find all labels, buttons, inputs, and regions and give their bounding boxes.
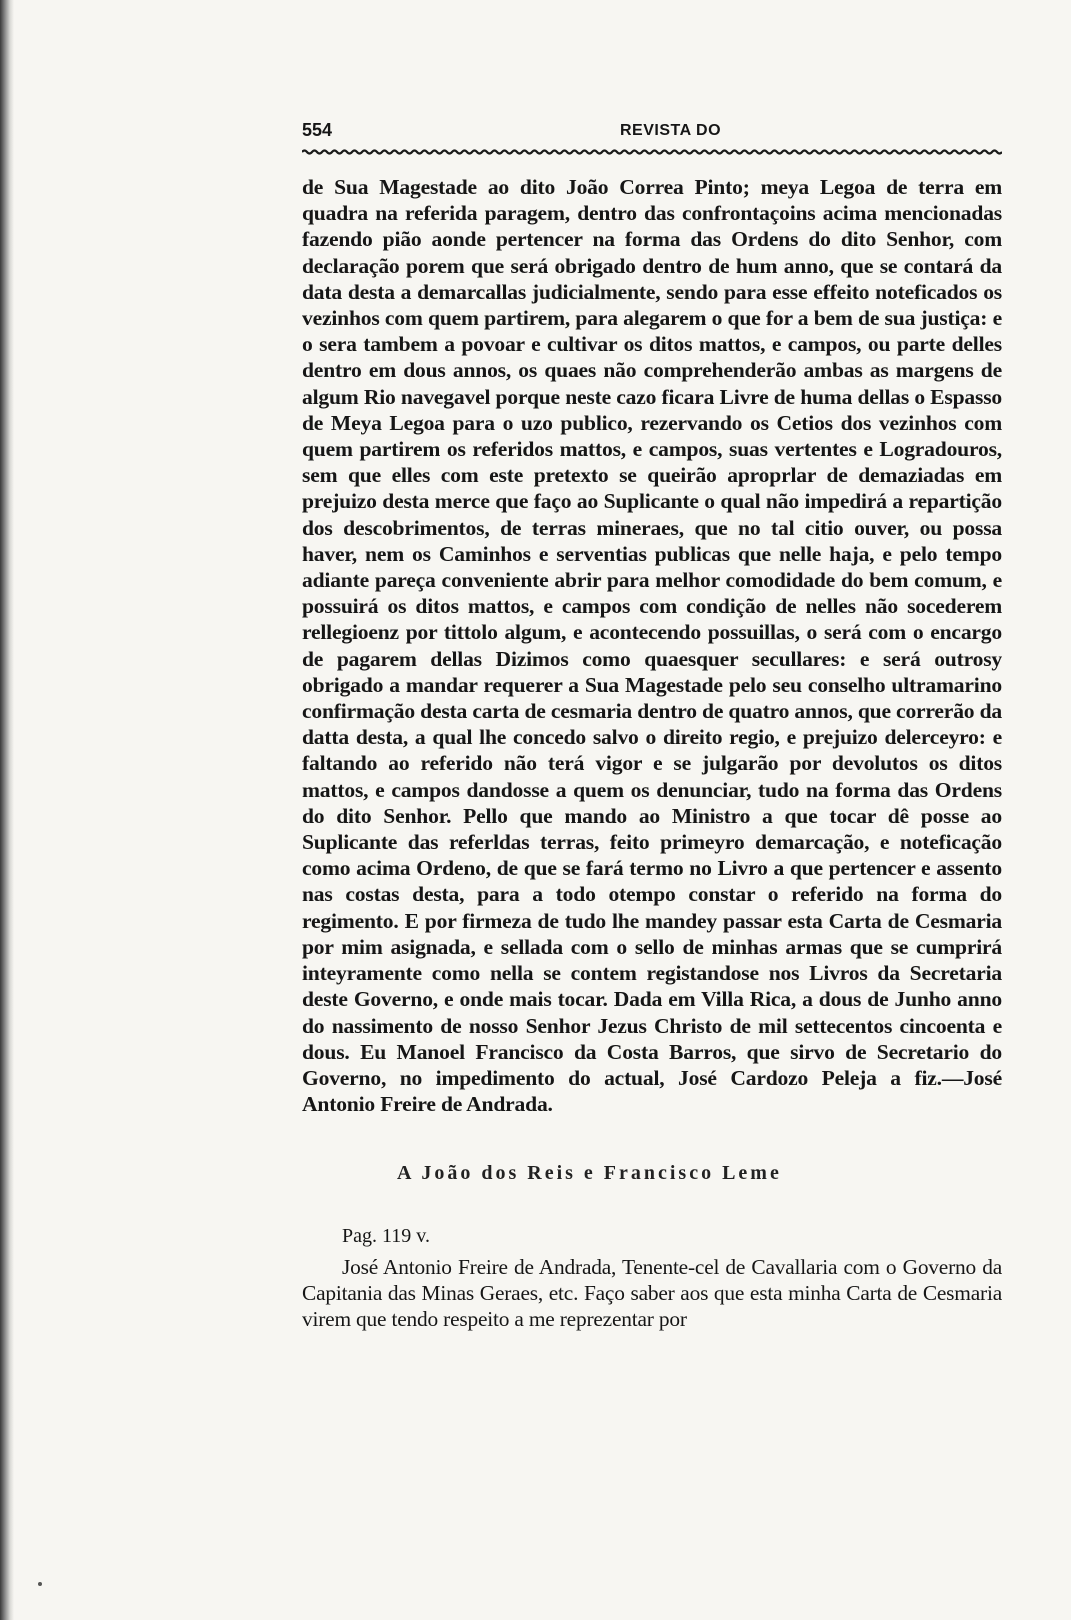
main-paragraph: de Sua Magestade ao dito João Correa Pinto; meya Legoa de terra em quadra na referida paragem, dentro das confrontaçoins acima mencionadas fazendo pião aonde pertencer na forma das Ordens do dito Senhor, com declaração porem que será obrigado dentro de hum anno, que se contará da data desta a demarcallas judicialmente, sendo para esse effeito noteficados os vezinhos com quem partirem, para alegarem o que for a bem de sua justiça: e o sera tambem a povoar e cultivar os ditos mattos, e campos, ou parte delles dentro em dous annos, os quaes não comprehenderão ambas as margens de algum Rio navegavel porque neste cazo ficara Livre de huma dellas o Espasso de Meya Legoa para o uzo publico, rezervando os Cetios dos vezinhos com quem partirem os referidos mattos, e campos, suas vertentes e Logradouros, sem que elles com este pretexto se queirão aproprlar de demaziadas em prejuizo desta merce que faço ao Suplicante o qual não impedirá a repartição dos descobrimentos, de terras mineraes, que no tal citio ouver, ou possa haver, nem os Caminhos e serventias publicas que nelle haja, e pelo tempo adiante pareça conveniente abrir para melhor comodidade do bem comum, e possuirá os ditos mattos, e campos com condição de nelles não socederem rellegioenz por tittolo algum, e acontecendo possuillas, o será com o encargo de pagarem dellas Dizimos como quaesquer secullares: e será outrosy obrigado a mandar requerer a Sua Magestade pelo seu conselho ultramarino confirmação desta carta de cesmaria dentro de quatro annos, que correrão da datta desta, a qual lhe concedo salvo o direito regio, e prejuizo delerceyro: e faltando ao referido não terá vigor e se julgarão por devolutos os ditos mattos, e campos dandosse a quem os denunciar, tudo na forma das Ordens do dito Senhor. Pello que mando ao Ministro a que tocar dê posse ao Suplicante das referldas terras, feito primeyro demarcação, e noteficação como acima Ordeno, de que se fará termo no Livro a que pertencer e assento nas costas desta, para a todo otempo constar o referido na forma do regimento. E por firmeza de tudo lhe mandey passar esta Carta de Cesmaria por mim asignada, e sellada com o sello de minhas armas que se cumprirá inteyramente como nella se contem registandose nos Livros da Secretaria deste Governo, e onde mais tocar. Dada em Villa Rica, a dous de Junho anno do nassimento de nosso Senhor Jezus Christo de mil settecentos cincoenta e dous. Eu Manoel Francisco da Costa Barros, que sirvo de Secretario do Governo, no impedimento do actual, José Cardozo Peleja a fiz.—José Antonio Freire de Andrada.: [302, 175, 1002, 1117]
section-paragraph: José Antonio Freire de Andrada, Tenente-cel de Cavallaria com o Governo da Capitania das Minas Geraes, etc. Faço saber aos que esta minha Carta de Cesmaria virem que tendo respeito a me reprezentar por: [302, 1255, 1002, 1332]
page-number: 554: [302, 120, 333, 140]
page-reference: Pag. 119 v.: [342, 1225, 430, 1248]
page-content: [302, 118, 1002, 1332]
running-head: [302, 118, 1002, 144]
section-heading: A João dos Reis e Francisco Leme: [397, 1162, 782, 1185]
journal-title: REVISTA DO: [620, 122, 722, 139]
header-rule: [302, 148, 1002, 156]
scan-speck: [38, 1582, 42, 1586]
binding-edge: [0, 0, 14, 1620]
